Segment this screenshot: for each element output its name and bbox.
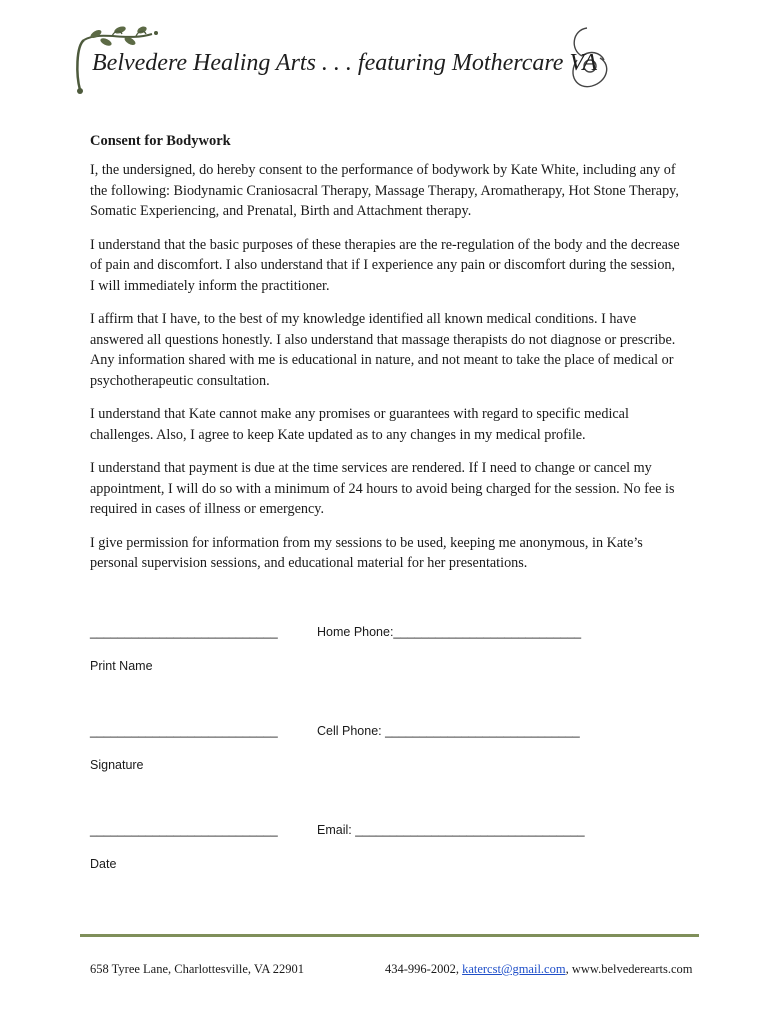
date-line[interactable]: ___________________________ <box>90 823 278 837</box>
letterhead <box>72 20 632 100</box>
cell-phone-field[interactable]: Cell Phone: ____________________________ <box>317 724 580 738</box>
footer-email-link[interactable]: katercst@gmail.com <box>462 962 566 976</box>
paragraph: I understand that Kate cannot make any promises or guarantees with regard to specific medical challenges. Also, I agree to keep Kate updated as to any changes in my medical profile. <box>90 406 629 443</box>
paragraph: I understand that the basic purposes of these therapies are the re-regulation of the body and the decrease of pain and discomfort. I also understand that if I experience any pain or discomfort during the session, I will immediately inform the practitioner. <box>90 236 680 294</box>
footer-contact <box>385 962 693 977</box>
footer-address: 658 Tyree Lane, Charlottesville, VA 22901 <box>90 962 305 976</box>
footer-phone: 434-996-2002, <box>385 962 463 976</box>
email-field[interactable]: Email: _________________________________ <box>317 823 585 837</box>
paragraph: I affirm that I have, to the best of my knowledge identified all known medical conditions. I have answered all questions honestly. I also understand that massage therapists do not diagnose or prescribe. Any information shared with me is educational in nature, and not meant to take the place of medical or psychotherapeutic consultation. <box>90 311 676 389</box>
paragraph: I give permission for information from my sessions to be used, keeping me anonymous, in Kate’s personal supervision sessions, and educational material for her presentations. <box>90 534 643 571</box>
print-name-label: Print Name <box>90 659 153 673</box>
paragraph: I, the undersigned, do hereby consent to the performance of bodywork by Kate White, including any of the following: Biodynamic Craniosacral Therapy, Massage Therapy, Aromatherapy, Hot Stone Therapy, Somatic Experiencing, and Prenatal, Birth and Attachment therapy. <box>90 162 679 219</box>
letterhead-title: Belvedere Healing Arts . . . featuring Mothercare VA <box>92 50 597 76</box>
consent-body <box>90 133 680 587</box>
home-phone-field[interactable]: Home Phone:___________________________ <box>317 625 582 639</box>
signature-label: Signature <box>90 758 144 772</box>
print-name-line[interactable]: ___________________________ <box>90 625 278 639</box>
signature-line[interactable]: ___________________________ <box>90 724 278 738</box>
footer-divider <box>80 934 699 937</box>
footer-website: , www.belvederearts.com <box>565 962 693 976</box>
date-label: Date <box>90 857 117 871</box>
document-title: Consent for Bodywork <box>90 133 231 149</box>
paragraph: I understand that payment is due at the time services are rendered. If I need to change or cancel my appointment, I will do so with a minimum of 24 hours to avoid being charged for the session. No fee is required in cases of illness or emergency. <box>90 460 675 517</box>
